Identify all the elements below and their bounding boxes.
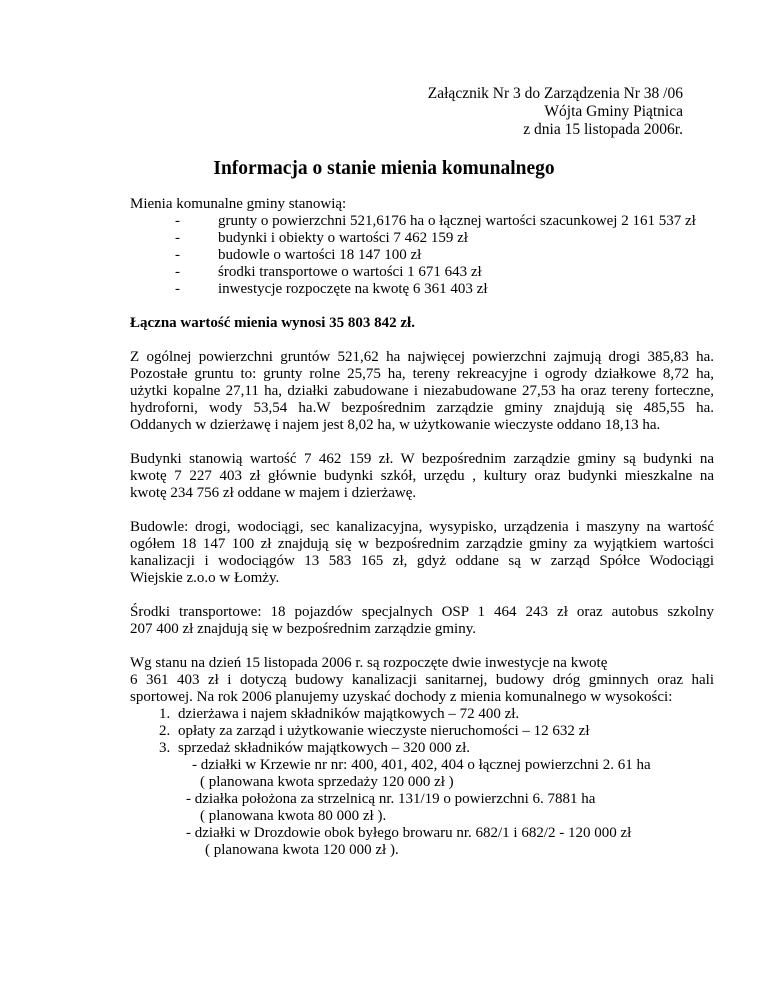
income-list — [130, 706, 714, 757]
paragraph-line: Wiejskie z.o.o w Łomży. — [130, 570, 280, 586]
paragraph-line: Oddanych w dzierżawę i najem jest 8,02 ha, w użytkowanie wieczyste oddano 18,13 ha. — [130, 417, 661, 433]
paragraph-line: 207 400 zł znajdują się w bezpośrednim zarządzie gminy. — [130, 621, 476, 637]
paragraph-line: Pozostałe gruntu to: grunty rolne 25,75 ha, tereny rekreacyjne i ogrody działkowe 8,72 ha, — [130, 366, 714, 382]
paragraph-line: Wg stanu na dzień 15 listopada 2006 r. są rozpoczęte dwie inwestycje na kwotę — [130, 655, 608, 671]
dash-marker: - — [175, 247, 180, 263]
document-body — [130, 196, 714, 876]
paragraph-line: Budynki stanowią wartość 7 462 159 zł. W bezpośrednim zarządzie gminy są budynki na — [130, 451, 714, 467]
paragraph-line: kwotę 234 756 zł oddane w majem i dzierżawę. — [130, 485, 417, 501]
paragraph-line: Środki transportowe: 18 pojazdów specjalnych OSP 1 464 243 zł oraz autobus szkolny — [130, 604, 714, 620]
list-item — [130, 281, 714, 298]
total-value: Łączna wartość mienia wynosi 35 803 842 zł. — [130, 315, 415, 331]
list-item — [130, 247, 714, 264]
paragraph-line: ogółem 18 147 100 zł znajdują się w bezpośrednim zarządzie gminy za wyjątkiem wartości — [130, 536, 714, 552]
header-line-1: Załącznik Nr 3 do Zarządzenia Nr 38 /06 — [427, 85, 683, 102]
list-number: 1. — [159, 706, 171, 722]
paragraph-line: kanalizacji i wodociągów 13 583 165 zł, gdyż oddane są w zarząd Spółce Wodociągi — [130, 553, 714, 569]
list-item — [130, 264, 714, 281]
asset-list — [130, 213, 714, 298]
document-header — [428, 85, 683, 139]
detail-line: - działki w Krzewie nr nr: 400, 401, 402, 404 o łącznej powierzchni 2. 61 ha — [192, 757, 651, 773]
grunty-paragraph — [130, 349, 714, 434]
intro-section — [130, 196, 714, 298]
detail-line: ( planowana kwota sprzedaży 120 000 zł ) — [200, 774, 454, 790]
dash-marker: - — [175, 264, 180, 280]
list-item-text: sprzedaż składników majątkowych – 320 000 zł. — [178, 740, 471, 756]
header-line-2: Wójta Gminy Piątnica — [544, 103, 683, 120]
list-item — [130, 213, 714, 230]
list-number: 2. — [159, 723, 171, 739]
document-title: Informacja o stanie mienia komunalnego — [213, 158, 555, 179]
paragraph-line: sportowej. Na rok 2006 planujemy uzyskać dochody z mienia komunalnego w wysokości: — [130, 689, 673, 705]
transport-paragraph — [130, 604, 714, 638]
list-item-text: środki transportowe o wartości 1 671 643 zł — [218, 264, 482, 280]
dash-marker: - — [175, 230, 180, 246]
list-item-text: inwestycje rozpoczęte na kwotę 6 361 403 zł — [218, 281, 488, 297]
detail-line: ( planowana kwota 120 000 zł ). — [205, 842, 399, 858]
budynki-paragraph — [130, 451, 714, 502]
list-item-text: budowle o wartości 18 147 100 zł — [218, 247, 422, 263]
paragraph-line: kwotę 7 227 403 zł głównie budynki szkół, urzędu , kultury oraz budynki mieszkalne na — [130, 468, 714, 484]
paragraph-line: 6 361 403 zł i dotyczą budowy kanalizacji sanitarnej, budowy dróg gminnych oraz hali — [130, 672, 714, 688]
detail-line: - działki w Drozdowie obok byłego browaru nr. 682/1 i 682/2 - 120 000 zł — [186, 825, 632, 841]
inwestycje-paragraph — [130, 655, 714, 859]
list-item-text: opłaty za zarząd i użytkowanie wieczyste nieruchomości – 12 632 zł — [178, 723, 590, 739]
paragraph-line: hydroforni, wody 53,54 ha.W bezpośrednim zarządzie gminy znajdują się 485,55 ha. — [130, 400, 714, 416]
list-item — [130, 230, 714, 247]
paragraph-line: Budowle: drogi, wodociągi, sec kanalizacyjna, wysypisko, urządzenia i maszyny na wartość — [130, 519, 714, 535]
list-item-text: dzierżawa i najem składników majątkowych – 72 400 zł. — [178, 706, 520, 722]
detail-line: - działka położona za strzelnicą nr. 131/19 o powierzchni 6. 7881 ha — [186, 791, 596, 807]
dash-marker: - — [175, 281, 180, 297]
list-item — [130, 723, 714, 740]
paragraph-line: użytki kopalne 27,11 ha, działki zabudowane i niezabudowane 27,53 ha oraz tereny forteczne, — [130, 383, 714, 399]
detail-line: ( planowana kwota 80 000 zł ). — [200, 808, 387, 824]
list-item — [130, 740, 714, 757]
list-item — [130, 706, 714, 723]
list-number: 3. — [159, 740, 171, 756]
budowle-paragraph — [130, 519, 714, 587]
list-item-text: grunty o powierzchni 521,6176 ha o łącznej wartości szacunkowej 2 161 537 zł — [218, 213, 696, 229]
header-line-3: z dnia 15 listopada 2006r. — [523, 121, 683, 138]
paragraph-line: Z ogólnej powierzchni gruntów 521,62 ha najwięcej powierzchni zajmują drogi 385,83 ha. — [130, 349, 714, 365]
list-item-text: budynki i obiekty o wartości 7 462 159 zł — [218, 230, 468, 246]
intro-lead: Mienia komunalne gminy stanowią: — [130, 196, 347, 212]
dash-marker: - — [175, 213, 180, 229]
